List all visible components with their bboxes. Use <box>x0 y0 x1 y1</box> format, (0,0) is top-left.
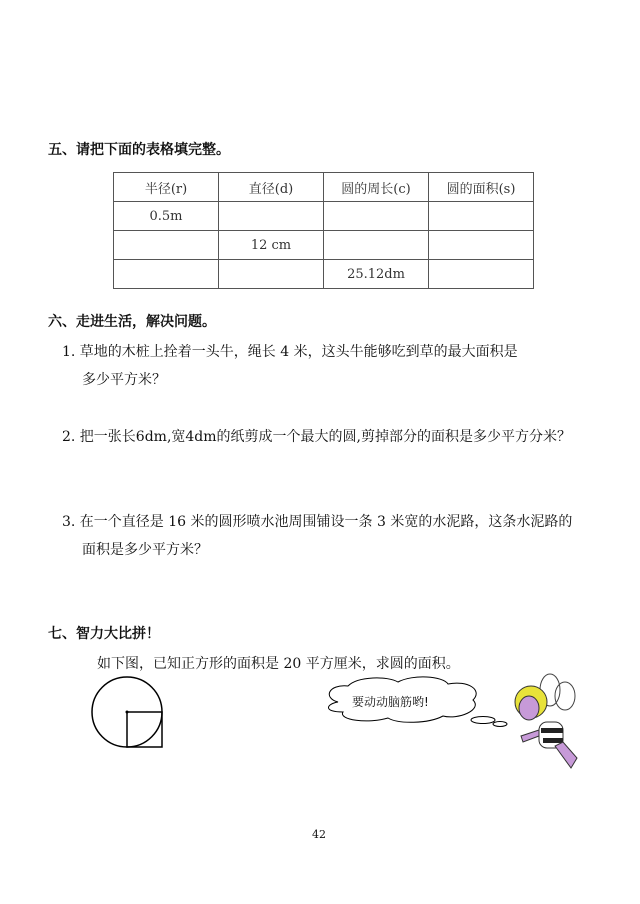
table-cell: 12 cm <box>219 231 324 260</box>
question-1-line1: 1. 草地的木桩上拴着一头牛，绳长 4 米，这头牛能够吃到草的最大面积是 <box>62 344 518 360</box>
header-cell: 直径(d) <box>219 173 324 202</box>
table-cell <box>429 231 534 260</box>
question-3-line2: 面积是多少平方米？ <box>82 542 208 558</box>
table-cell: 0.5m <box>114 202 219 231</box>
question-1-line2: 多少平方米？ <box>82 372 166 388</box>
header-cell: 圆的周长(c) <box>324 173 429 202</box>
section7-question: 如下图，已知正方形的面积是 20 平方厘米，求圆的面积。 <box>97 656 460 672</box>
circle-table <box>113 172 534 289</box>
table-row <box>114 202 534 231</box>
section7-title: 七、智力大比拼！ <box>48 626 160 642</box>
header-cell: 半径(r) <box>114 173 219 202</box>
table-cell <box>219 260 324 289</box>
thought-bubble-text: 要动动脑筋哟! <box>352 695 429 709</box>
table-header-row <box>114 173 534 202</box>
table-cell <box>429 202 534 231</box>
table-cell: 25.12dm <box>324 260 429 289</box>
page-number: 42 <box>312 828 326 841</box>
section5-title: 五、请把下面的表格填完整。 <box>48 142 230 158</box>
header-cell: 圆的面积(s) <box>429 173 534 202</box>
table-row <box>114 231 534 260</box>
section6-title: 六、走进生活，解决问题。 <box>48 314 216 330</box>
table-cell <box>429 260 534 289</box>
question-3-line1: 3. 在一个直径是 16 米的圆形喷水池周围铺设一条 3 米宽的水泥路，这条水泥路的 <box>62 514 573 530</box>
table-cell <box>324 202 429 231</box>
table-cell <box>114 260 219 289</box>
table-row <box>114 260 534 289</box>
question-2: 2. 把一张长6dm,宽4dm的纸剪成一个最大的圆,剪掉部分的面积是多少平方分米？ <box>62 429 571 445</box>
bee-cartoon-icon <box>505 672 585 772</box>
table-cell <box>219 202 324 231</box>
circle-square-figure <box>85 670 175 760</box>
table-cell <box>114 231 219 260</box>
table-cell <box>324 231 429 260</box>
